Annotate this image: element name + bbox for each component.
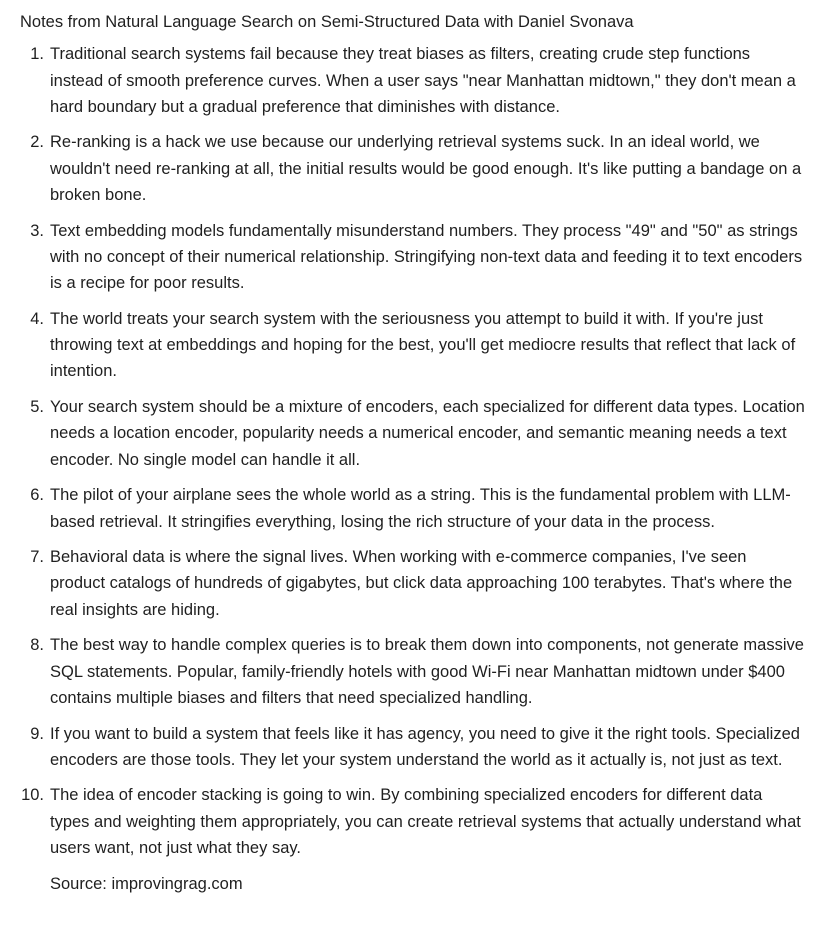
- list-item-number: 10.: [21, 786, 44, 805]
- list-item: [20, 218, 805, 297]
- list-item: [20, 632, 805, 711]
- list-item: [20, 129, 805, 208]
- list-item-number: 3.: [30, 221, 44, 240]
- list-item-number: 5.: [30, 398, 44, 417]
- list-item-number: 8.: [30, 636, 44, 655]
- list-item: [20, 41, 805, 120]
- list-item-number: 7.: [30, 548, 44, 567]
- list-item: [20, 782, 805, 861]
- list-item-number: 2.: [30, 133, 44, 152]
- list-item: [20, 306, 805, 385]
- list-item-text: Behavioral data is where the signal lives. When working with e-commerce companies, I've seen product catalogs of hundreds of gigabytes, but click data approaching 100 terabytes. That's where the real insights are hiding.: [50, 548, 793, 619]
- list-item-text: If you want to build a system that feels like it has agency, you need to give it the right tools. Specialized encoders are those tools. They let your system understand the world as it actually is, not just as text.: [50, 724, 800, 769]
- list-item-text: The idea of encoder stacking is going to win. By combining specialized encoders for different data types and weighting them appropriately, you can create retrieval systems that actually understand what users want, not just what they say.: [50, 786, 801, 857]
- notes-list: [20, 41, 805, 861]
- list-item-text: Your search system should be a mixture of encoders, each specialized for different data types. Location needs a location encoder, popularity needs a numerical encoder, and semantic meaning needs a text encoder. No single model can handle it all.: [50, 398, 805, 469]
- source-note: Source: improvingrag.com: [50, 874, 243, 893]
- list-item-number: 9.: [30, 724, 44, 743]
- list-item-number: 6.: [30, 486, 44, 505]
- list-item-text: Text embedding models fundamentally misunderstand numbers. They process "49" and "50" as strings with no concept of their numerical relationship. Stringifying non-text data and feeding it to text encoders is a recipe for poor results.: [50, 221, 803, 293]
- list-item-number: 1.: [30, 45, 44, 64]
- list-item: [20, 544, 805, 623]
- list-item-text: The world treats your search system with the seriousness you attempt to build it with. If you're just throwing text at embeddings and hoping for the best, you'll get mediocre results that reflect that lack of intention.: [50, 309, 796, 381]
- list-item-text: Re-ranking is a hack we use because our underlying retrieval systems suck. In an ideal world, we wouldn't need re-ranking at all, the initial results would be good enough. It's like putting a bandage on a broken bone.: [50, 133, 802, 205]
- list-item-text: Traditional search systems fail because they treat biases as filters, creating crude step functions instead of smooth preference curves. When a user says "near Manhattan midtown," they don't mean a hard boundary but a gradual preference that diminishes with distance.: [50, 45, 796, 116]
- list-item-text: The best way to handle complex queries is to break them down into components, not generate massive SQL statements. Popular, family-friendly hotels with good Wi-Fi near Manhattan midtown under $400 contains multiple biases and filters that need specialized handling.: [50, 636, 804, 707]
- list-item-number: 4.: [30, 309, 44, 328]
- document-title: Notes from Natural Language Search on Semi-Structured Data with Daniel Svonava: [20, 13, 634, 31]
- list-item: [20, 721, 805, 774]
- list-item: [20, 482, 805, 535]
- list-item-text: The pilot of your airplane sees the whole world as a string. This is the fundamental problem with LLM-based retrieval. It stringifies everything, losing the rich structure of your data in the process.: [50, 486, 791, 531]
- list-item: [20, 394, 805, 473]
